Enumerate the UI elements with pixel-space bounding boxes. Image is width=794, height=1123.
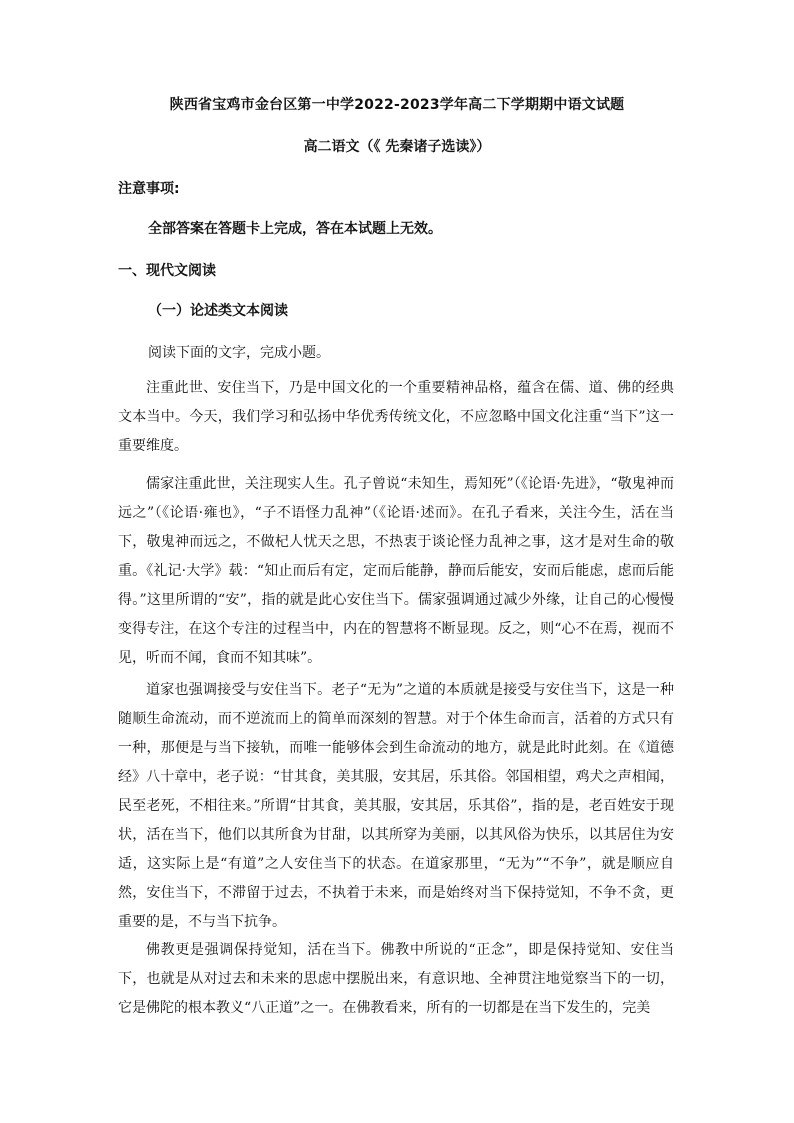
reading-instruction: 阅读下面的文字，完成小题。 (148, 345, 330, 361)
page-title: 陕西省宝鸡市金台区第一中学2022-2023学年高二下学期期中语文试题 (169, 97, 625, 113)
notice-label: 注意事项: (118, 181, 180, 197)
paragraph-2: 儒家注重此世，关注现实人生。孔子曾说“未知生，焉知死”（《论语·先进》，“敬鬼神而远之”（《论语·雍也》，“子不语怪力乱神”（《论语·述而》。在孔子看来，关注今生，活在当下，敬鬼神而远之，不做杞人忧天之思，不热衷于谈论怪力乱神之事，这才是对生命的敬重。《礼记·大学》载：“知止而后有定，定而后能静，静而后能安，安而后能虑，虑而后能得。”这里所谓的“安”，指的就是此心安住当下。儒家强调通过减少外缘，让自己的心慢慢变得专注，在这个专注的过程当中，内在的智慧将不断显现。反之，则“心不在焉，视而不见，听而不闻，食而不知其味”。 (118, 476, 674, 666)
paragraph-4: 佛教更是强调保持觉知，活在当下。佛教中所说的“正念”，即是保持觉知、安住当下，也就是从对过去和未来的思虑中摆脱出来，有意识地、全神贯注地觉察当下的一切，它是佛陀的根本教义“八正道”之一。在佛教看来，所有的一切都是在当下发生的，完美 (118, 942, 674, 1016)
section-heading: 一、现代文阅读 (118, 263, 216, 279)
paragraph-1: 注重此世、安住当下，乃是中国文化的一个重要精神品格，蕴含在儒、道、佛的经典文本当中。今天，我们学习和弘扬中华优秀传统文化，不应忽略中国文化注重“当下”这一重要维度。 (118, 380, 674, 454)
notice-text: 全部答案在答题卡上完成，答在本试题上无效。 (148, 221, 442, 237)
page-subtitle: 高二语文（《 先秦诸子选读》） (303, 139, 491, 155)
paragraph-3: 道家也强调接受与安住当下。老子“无为”之道的本质就是接受与安住当下，这是一种随顺生命流动，而不逆流而上的简单而深刻的智慧。对于个体生命而言，活着的方式只有一种，那便是与当下接轨，而唯一能够体会到生命流动的地方，就是此时此刻。在《道德经》八十章中，老子说：“甘其食，美其服，安其居，乐其俗。邻国相望，鸡犬之声相闻，民至老死，不相往来。”所谓“甘其食，美其服，安其居，乐其俗”，指的是，老百姓安于现状，活在当下，他们以其所食为甘甜，以其所穿为美丽，以其风俗为快乐，以其居住为安适，这实际上是“有道”之人安住当下的状态。在道家那里，“无为”“不争”，就是顺应自然，安住当下，不滞留于过去，不执着于未来，而是始终对当下保持觉知，不争不贪，更重要的是，不与当下抗争。 (118, 682, 674, 930)
subsection-heading: （一）论述类文本阅读 (148, 303, 288, 319)
